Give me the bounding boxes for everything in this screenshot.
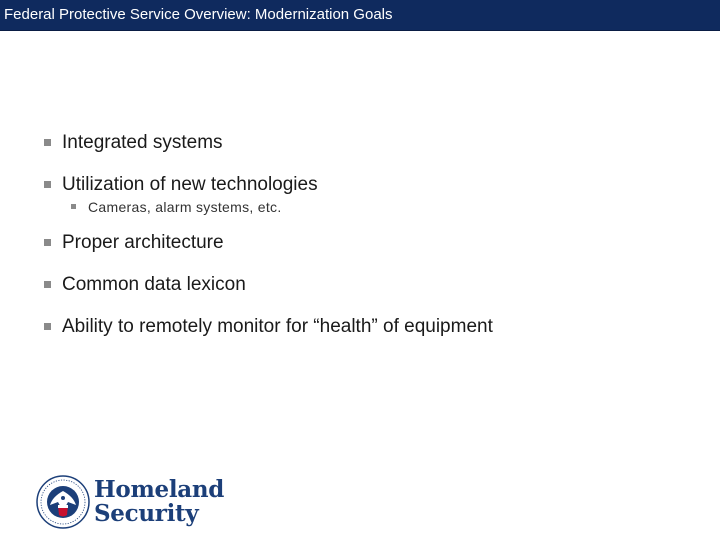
sub-bullet-text: Cameras, alarm systems, etc. bbox=[88, 199, 282, 215]
logo-text-line1: Homeland bbox=[94, 476, 225, 503]
bullet-list bbox=[44, 131, 694, 357]
title-bar bbox=[0, 0, 720, 31]
bullet-item bbox=[44, 315, 694, 339]
square-bullet-icon bbox=[44, 139, 51, 146]
bullet-text: Utilization of new technologies bbox=[62, 174, 318, 195]
homeland-security-logo bbox=[36, 475, 236, 529]
bullet-text: Ability to remotely monitor for “health” of equipment bbox=[62, 316, 493, 337]
square-bullet-icon bbox=[71, 204, 76, 209]
square-bullet-icon bbox=[44, 323, 51, 330]
bullet-text: Common data lexicon bbox=[62, 274, 246, 295]
square-bullet-icon bbox=[44, 281, 51, 288]
bullet-text: Integrated systems bbox=[62, 132, 223, 153]
square-bullet-icon bbox=[44, 181, 51, 188]
slide-title: Federal Protective Service Overview: Modernization Goals bbox=[4, 6, 393, 23]
bullet-item bbox=[44, 231, 694, 255]
square-bullet-icon bbox=[44, 239, 51, 246]
bullet-item bbox=[44, 173, 694, 197]
sub-bullet-item bbox=[44, 199, 694, 215]
bullet-item bbox=[44, 273, 694, 297]
logo-text-line2: Security bbox=[94, 500, 199, 527]
dhs-seal-icon bbox=[36, 475, 90, 529]
bullet-text: Proper architecture bbox=[62, 232, 224, 253]
bullet-item bbox=[44, 131, 694, 155]
